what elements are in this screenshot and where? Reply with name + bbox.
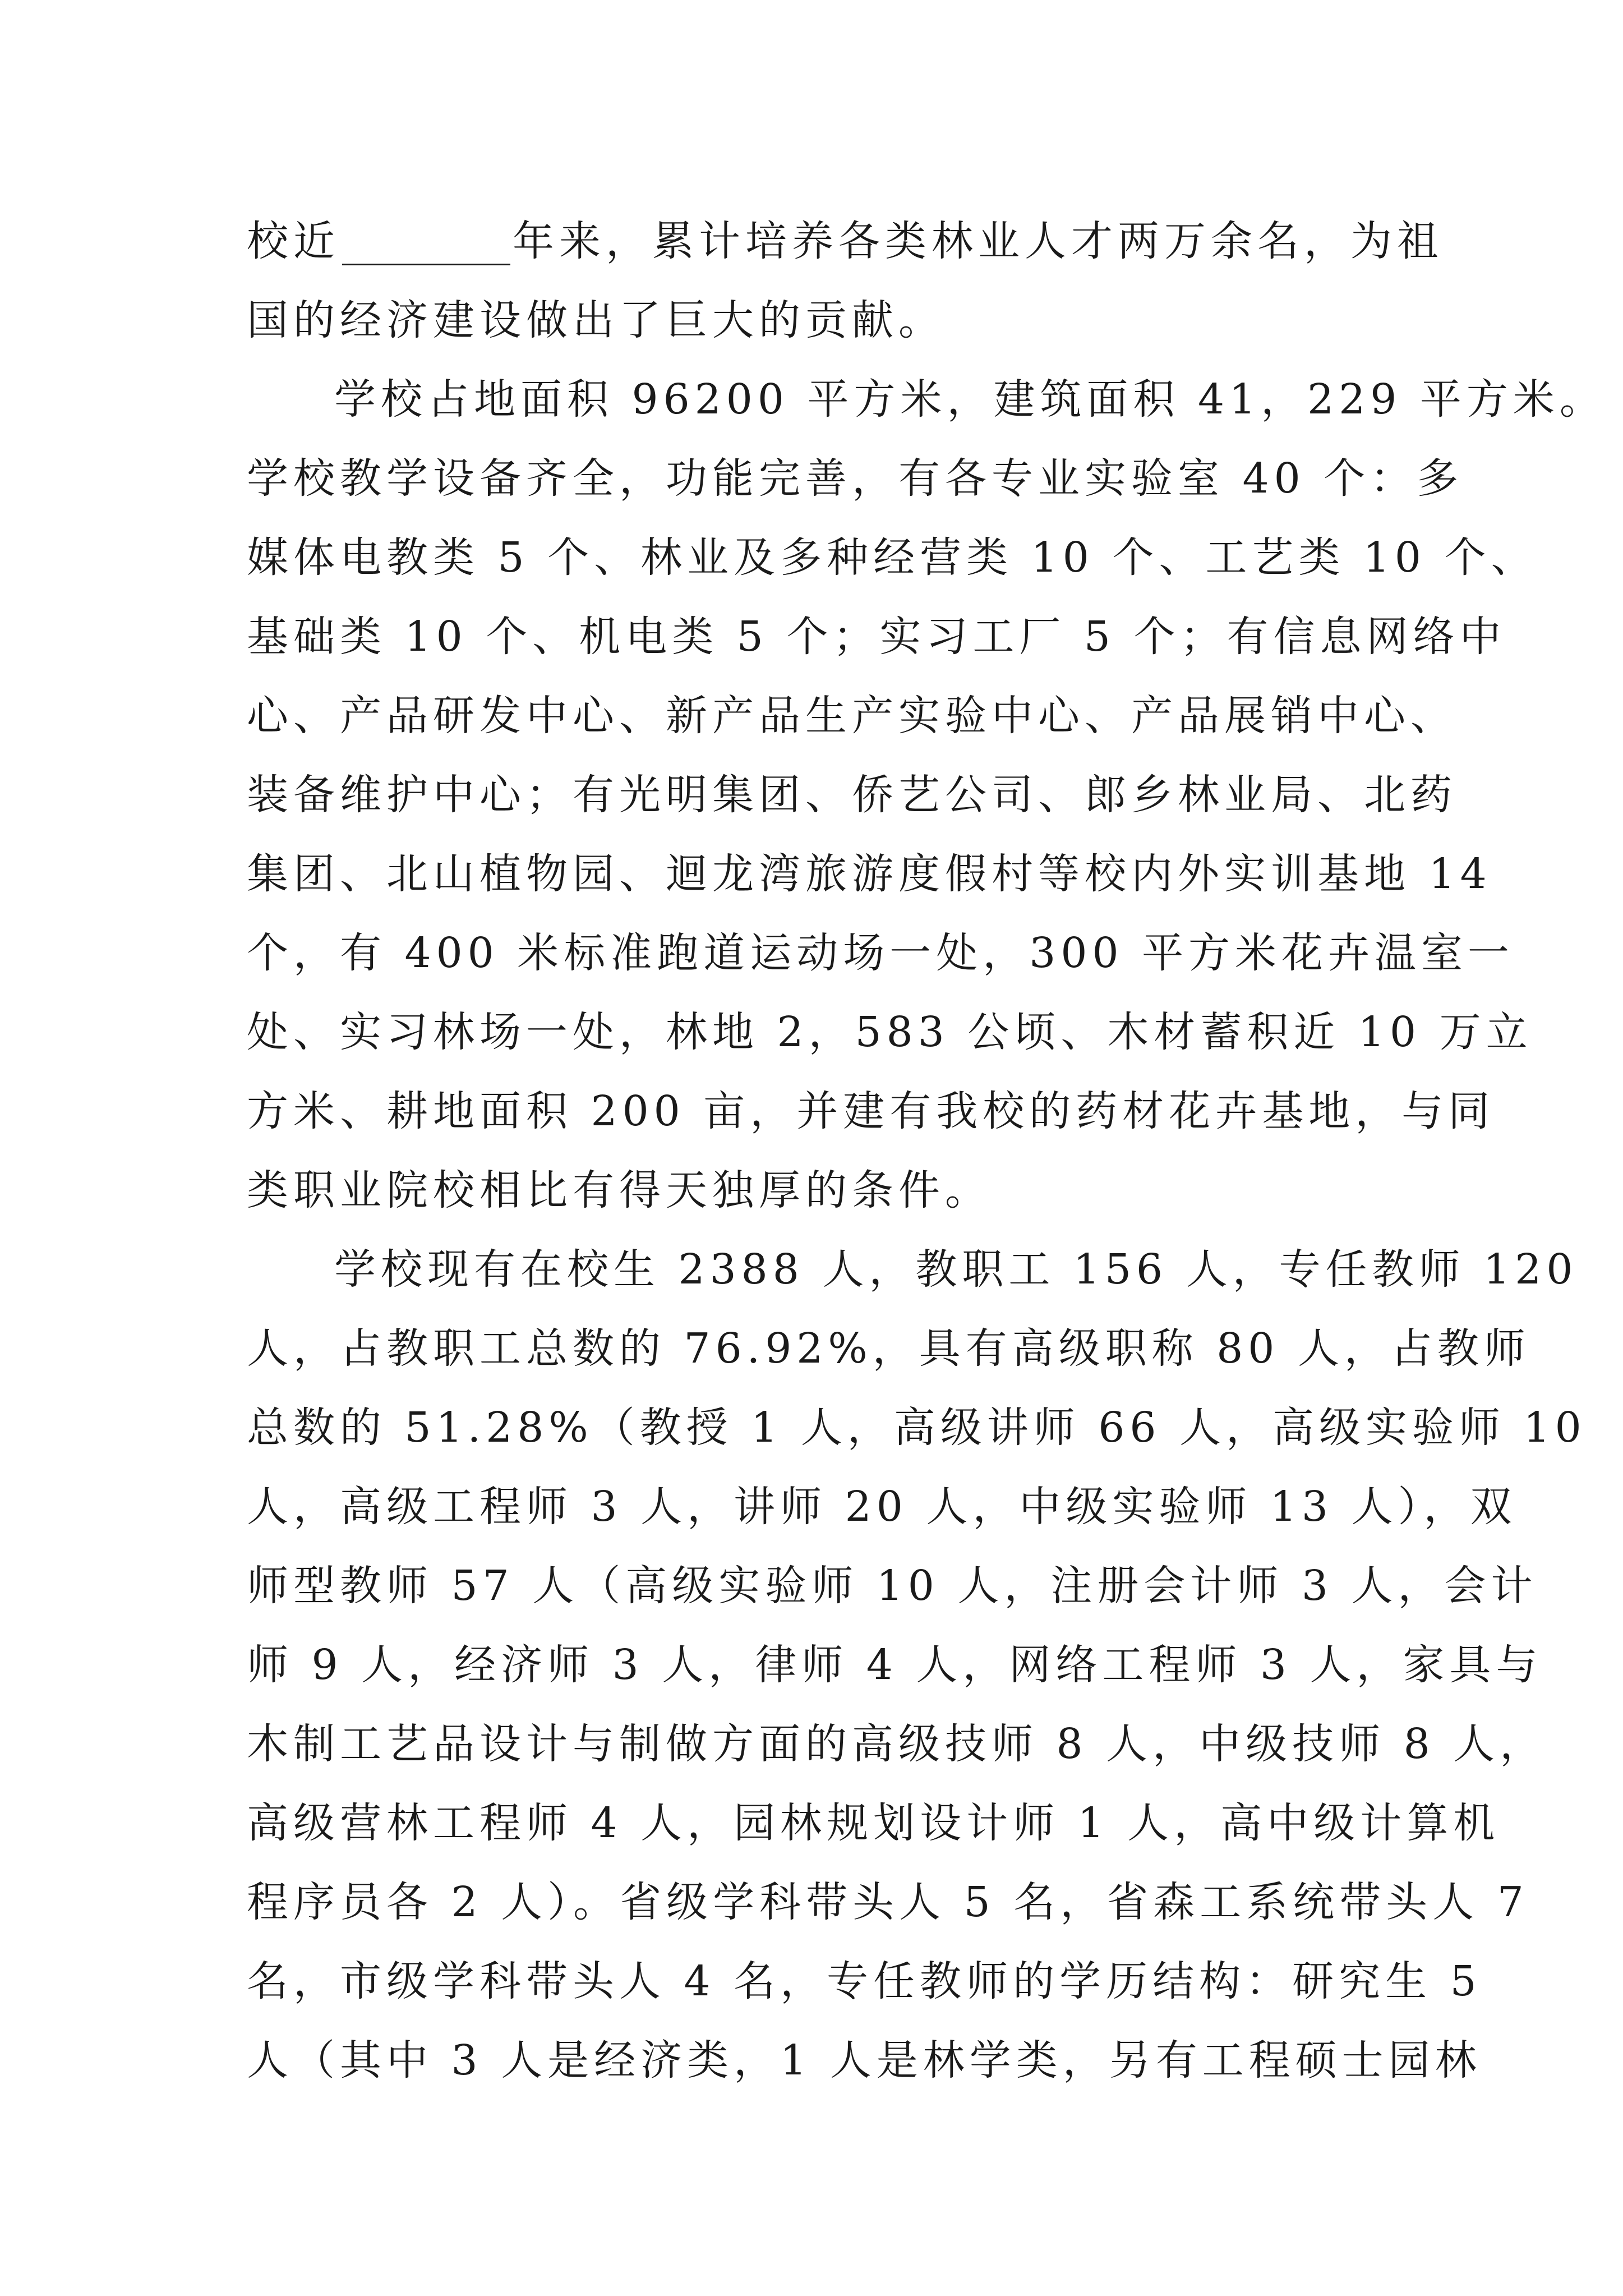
text-line: 处、实习林场一处，林地 2，583 公顷、木材蓄积近 10 万立 [247, 1008, 1533, 1056]
text-line: 师型教师 57 人（高级实验师 10 人，注册会计师 3 人，会计 [247, 1562, 1538, 1610]
paragraph-first-line: 学校现有在校生 2388 人，教职工 156 人，专任教师 120 [334, 1245, 1578, 1294]
text-line: 人（其中 3 人是经济类，1 人是林学类，另有工程硕士园林 [247, 2036, 1482, 2085]
text-line: 学校教学设备齐全，功能完善，有各专业实验室 40 个：多 [247, 454, 1464, 503]
text-segment: 年来，累计培养各类林业人才两万余名，为祖 [513, 217, 1444, 265]
fill-in-blank [342, 223, 510, 265]
text-line: 高级营林工程师 4 人，园林规划设计师 1 人，高中级计算机 [247, 1799, 1500, 1847]
text-line: 国的经济建设做出了巨大的贡献。 [247, 296, 945, 344]
text-line: 名，市级学科带头人 4 名，专任教师的学历结构：研究生 5 [247, 1957, 1482, 2005]
text-line: 媒体电教类 5 个、林业及多种经营类 10 个、工艺类 10 个、 [247, 533, 1538, 582]
text-line: 个，有 400 米标准跑道运动场一处，300 平方米花卉温室一 [247, 929, 1515, 977]
text-line: 方米、耕地面积 200 亩，并建有我校的药材花卉基地，与同 [247, 1087, 1495, 1135]
text-line: 类职业院校相比有得天独厚的条件。 [247, 1166, 992, 1214]
text-line: 基础类 10 个、机电类 5 个；实习工厂 5 个；有信息网络中 [247, 613, 1506, 661]
text-segment: 校近 [247, 217, 340, 265]
text-line: 师 9 人，经济师 3 人，律师 4 人，网络工程师 3 人，家具与 [247, 1641, 1543, 1689]
text-line: 总数的 51.28%（教授 1 人，高级讲师 66 人，高级实验师 10 [247, 1404, 1587, 1452]
text-line: 人，占教职工总数的 76.92%，具有高级职称 80 人，占教师 [247, 1324, 1530, 1373]
text-line [247, 202, 1444, 281]
text-line: 人，高级工程师 3 人，讲师 20 人，中级实验师 13 人），双 [247, 1483, 1517, 1531]
text-line: 程序员各 2 人）。省级学科带头人 5 名，省森工系统带头人 7 [247, 1878, 1529, 1926]
body-text [247, 202, 1606, 2100]
text-line: 心、产品研发中心、新产品生产实验中心、产品展销中心、 [247, 692, 1457, 740]
text-line: 木制工艺品设计与制做方面的高级技师 8 人，中级技师 8 人， [247, 1720, 1547, 1768]
text-line: 集团、北山植物园、迴龙湾旅游度假村等校内外实训基地 14 [247, 850, 1492, 898]
text-line: 装备维护中心；有光明集团、侨艺公司、郎乡林业局、北药 [247, 771, 1457, 819]
paragraph-first-line: 学校占地面积 96200 平方米，建筑面积 41，229 平方米。 [334, 375, 1606, 424]
